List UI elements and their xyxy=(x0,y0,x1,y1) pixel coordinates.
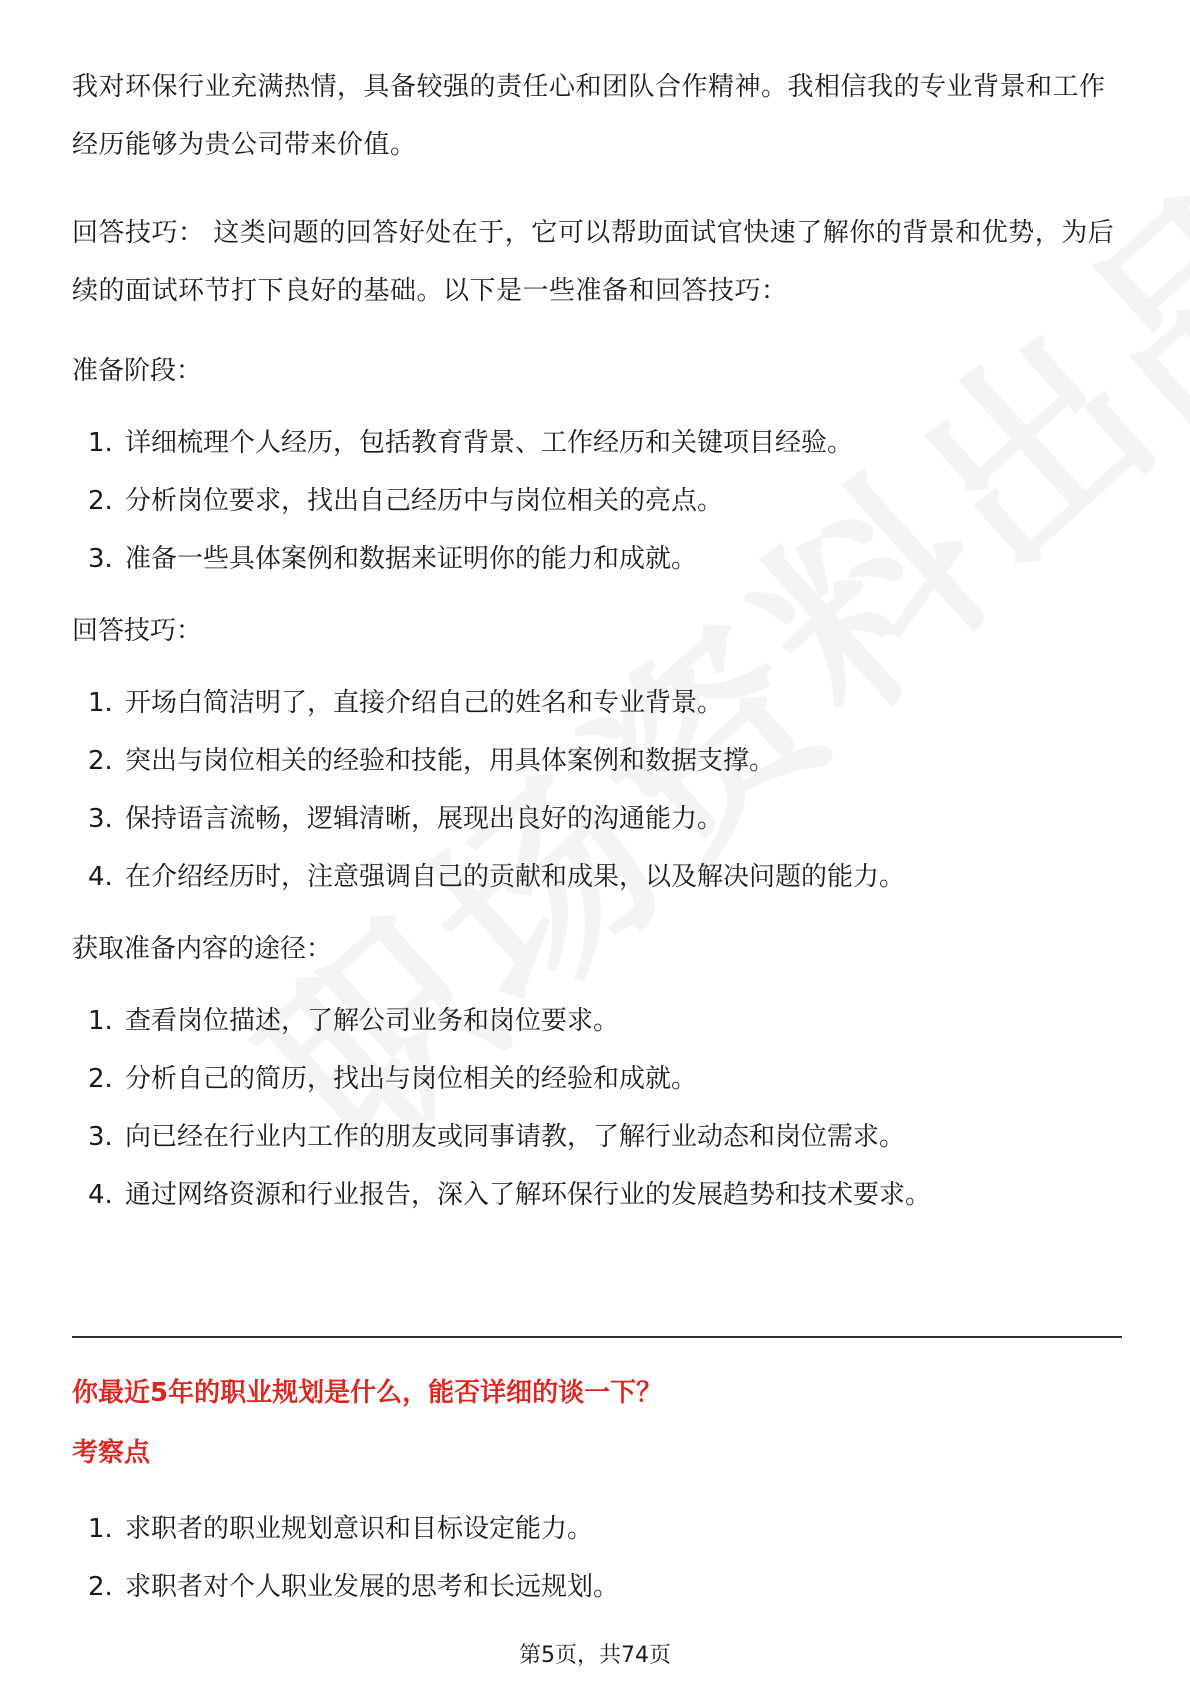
list-item xyxy=(72,472,1122,530)
sources-section-label: 获取准备内容的途径： xyxy=(72,934,333,964)
kaocha-heading: 考察点 xyxy=(72,1438,151,1468)
list-item-text: 分析自己的简历，找出与岗位相关的经验和成就。 xyxy=(125,1064,698,1094)
answer-list xyxy=(72,674,1122,906)
list-number: 1. xyxy=(88,1006,113,1036)
list-item xyxy=(72,848,1122,906)
list-item xyxy=(72,530,1122,588)
question-heading: 你最近5年的职业规划是什么，能否详细的谈一下？ xyxy=(72,1378,663,1408)
list-number: 3. xyxy=(88,544,113,574)
list-item-text: 向已经在行业内工作的朋友或同事请教，了解行业动态和岗位需求。 xyxy=(125,1122,906,1152)
list-item-text: 详细梳理个人经历，包括教育背景、工作经历和关键项目经验。 xyxy=(125,428,854,458)
list-item-text: 通过网络资源和行业报告，深入了解环保行业的发展趋势和技术要求。 xyxy=(125,1180,932,1210)
list-number: 2. xyxy=(88,486,113,516)
list-item xyxy=(72,1166,1122,1224)
list-item-text: 求职者对个人职业发展的思考和长远规划。 xyxy=(125,1572,620,1602)
list-item xyxy=(72,732,1122,790)
list-item-text: 查看岗位描述，了解公司业务和岗位要求。 xyxy=(125,1006,620,1036)
list-item-text: 开场白简洁明了，直接介绍自己的姓名和专业背景。 xyxy=(125,688,724,718)
prep-section-label: 准备阶段： xyxy=(72,356,203,386)
list-item xyxy=(72,1108,1122,1166)
list-number: 2. xyxy=(88,1064,113,1094)
list-item xyxy=(72,992,1122,1050)
kaocha-list xyxy=(72,1500,1122,1616)
intro-paragraph: 我对环保行业充满热情，具备较强的责任心和团队合作精神。我相信我的专业背景和工作经历能够为贵公司带来价值。 xyxy=(72,72,1106,160)
prep-list xyxy=(72,414,1122,588)
list-number: 1. xyxy=(88,428,113,458)
list-item xyxy=(72,414,1122,472)
list-number: 3. xyxy=(88,1122,113,1152)
list-number: 4. xyxy=(88,862,113,892)
page-footer: 第5页，共74页 xyxy=(519,1643,671,1668)
list-item-text: 在介绍经历时，注意强调自己的贡献和成果，以及解决问题的能力。 xyxy=(125,862,906,892)
list-item xyxy=(72,1558,1122,1616)
section-divider xyxy=(72,1336,1122,1338)
list-number: 1. xyxy=(88,1514,113,1544)
list-item-text: 准备一些具体案例和数据来证明你的能力和成就。 xyxy=(125,544,698,574)
list-number: 1. xyxy=(88,688,113,718)
list-item-text: 突出与岗位相关的经验和技能，用具体案例和数据支撑。 xyxy=(125,746,776,776)
list-number: 4. xyxy=(88,1180,113,1210)
list-item xyxy=(72,790,1122,848)
list-number: 3. xyxy=(88,804,113,834)
list-item xyxy=(72,1050,1122,1108)
sources-list xyxy=(72,992,1122,1224)
list-item-text: 分析岗位要求，找出自己经历中与岗位相关的亮点。 xyxy=(125,486,724,516)
list-item-text: 求职者的职业规划意识和目标设定能力。 xyxy=(125,1514,594,1544)
tips-intro-paragraph: 回答技巧： 这类问题的回答好处在于，它可以帮助面试官快速了解你的背景和优势，为后续的面试环节打下良好的基础。以下是一些准备和回答技巧： xyxy=(72,218,1115,306)
list-number: 2. xyxy=(88,746,113,776)
main-content xyxy=(72,58,1122,1224)
list-item-text: 保持语言流畅，逻辑清晰，展现出良好的沟通能力。 xyxy=(125,804,724,834)
list-item xyxy=(72,674,1122,732)
answer-section-label: 回答技巧： xyxy=(72,616,203,646)
list-item xyxy=(72,1500,1122,1558)
list-number: 2. xyxy=(88,1572,113,1602)
